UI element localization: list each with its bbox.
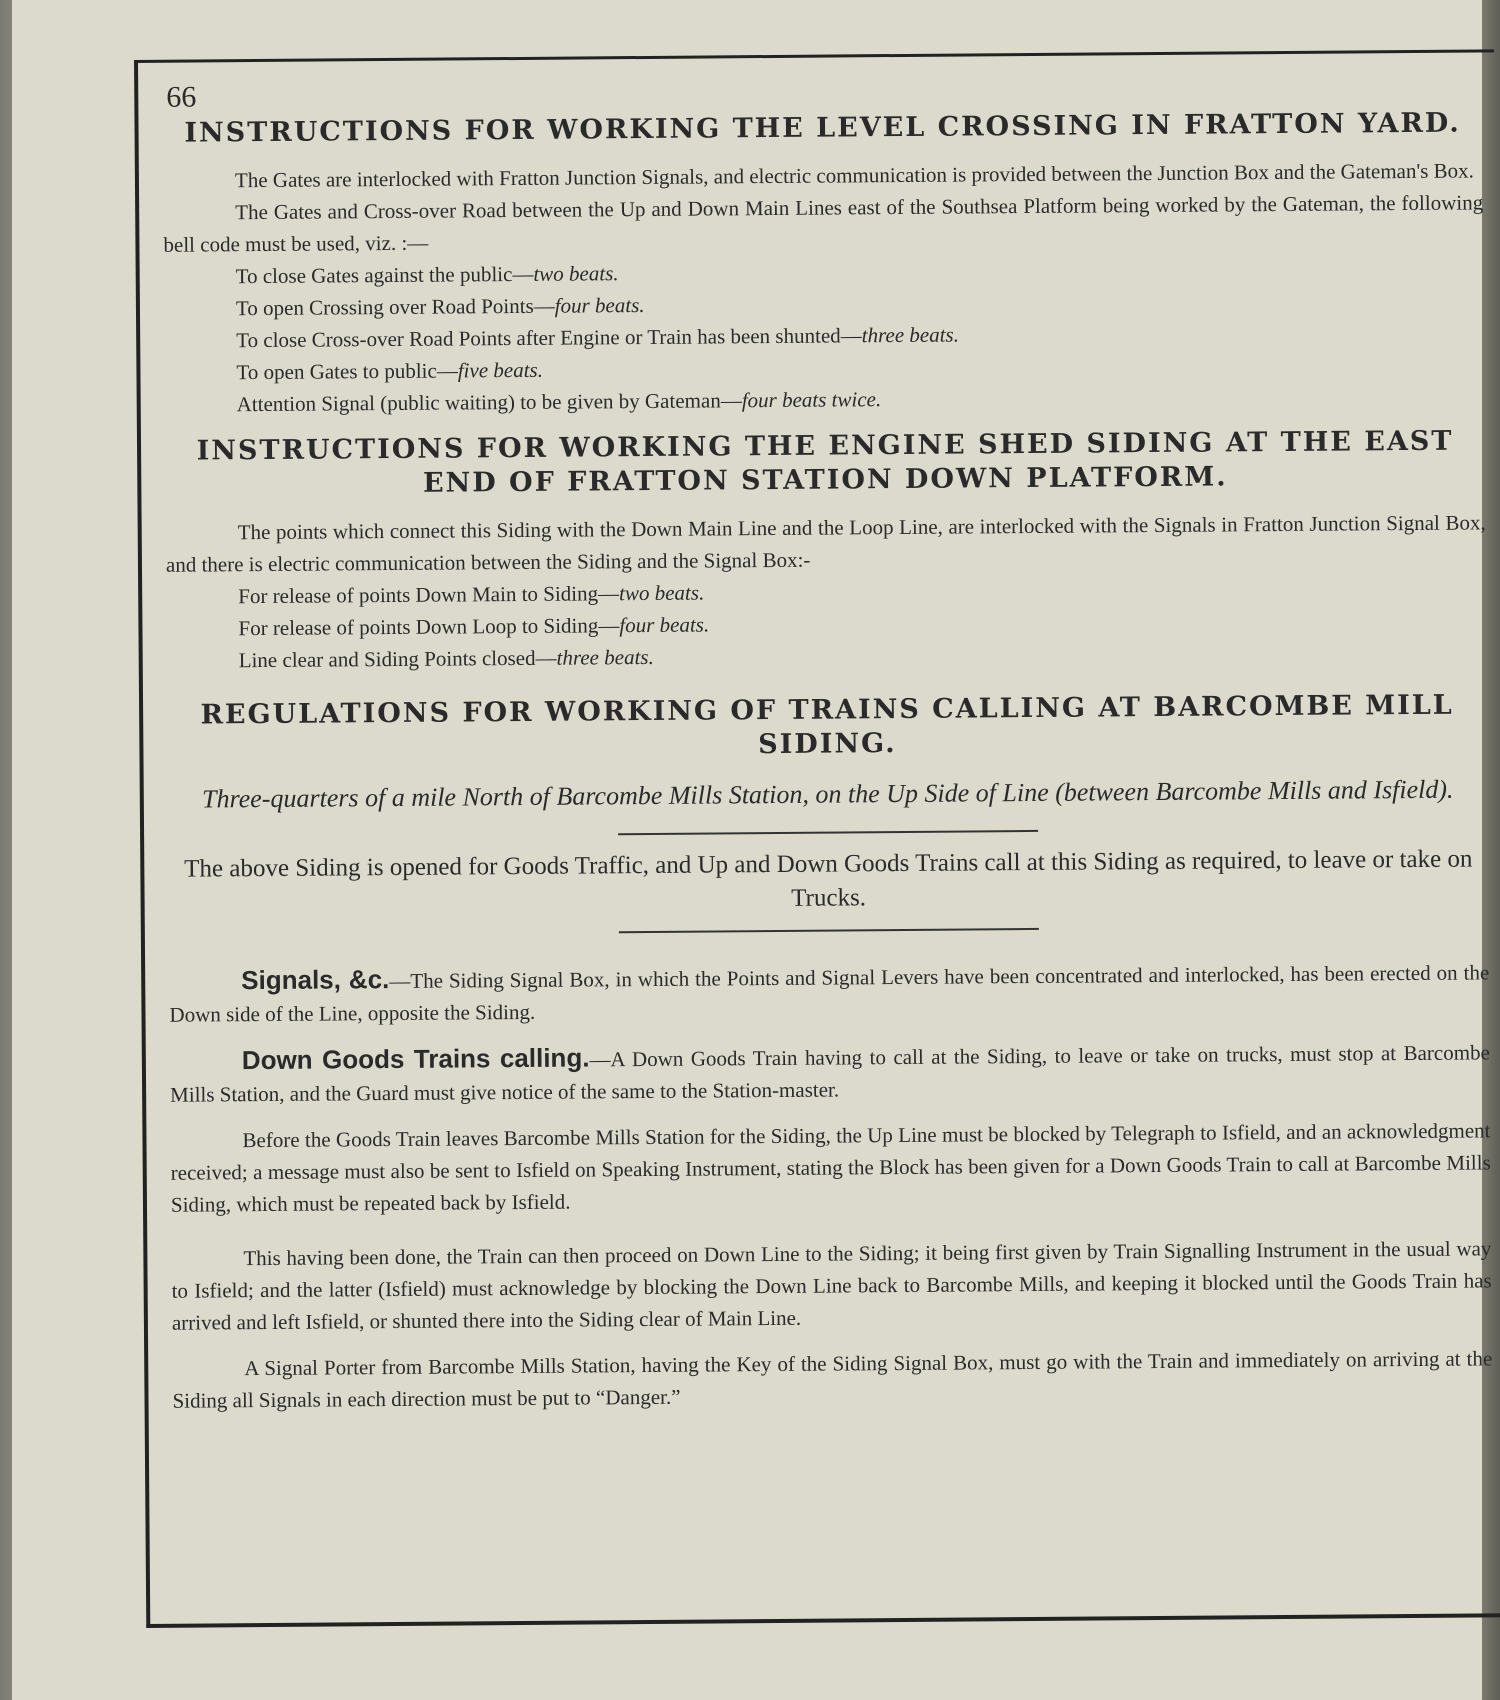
- bell-code-item: For release of points Down Loop to Siding—four beats.: [238, 612, 710, 641]
- section-subtitle: Three-quarters of a mile North of Barcombe Mills Station, on the Up Side of Line (between Barcombe Mills and Isfield).: [201, 774, 1454, 814]
- book-page: [12, 0, 1493, 1700]
- paragraph-signals: Signals, &c.—The Siding Signal Box, in which the Points and Signal Levers have been concentrated and interlocked, has been erected on the Down side of the Line, opposite the Siding.: [169, 960, 1490, 1027]
- bell-code-item: To close Cross-over Road Points after Engine or Train has been shunted—three beats.: [236, 322, 960, 353]
- page-number: 66: [166, 80, 197, 114]
- divider: [619, 928, 1039, 933]
- divider: [618, 830, 1038, 835]
- lead-heading: Signals, &c.: [241, 964, 390, 996]
- paragraph: The Gates and Cross-over Road between the Up and Down Main Lines east of the Southsea Platform being worked by the Gateman, the following bell code must be used, viz. :—: [163, 190, 1484, 257]
- bell-code-item: Line clear and Siding Points closed—three beats.: [238, 644, 654, 673]
- page-content: [162, 70, 1492, 1416]
- section-title-barcombe: REGULATIONS FOR WORKING OF TRAINS CALLING AT BARCOMBE MILL SIDING.: [200, 689, 1454, 761]
- paragraph: This having been done, the Train can then proceed on Down Line to the Siding; it being first given by Train Signalling Instrument in the usual way to Isfield; and the latter (Isfield) must acknowledge by blocking the Down Line back to Barcombe Mills, and keeping it blocked until the Goods Train has arrived and left Isfield, or shunted there into the Siding clear of Main Line.: [171, 1236, 1492, 1335]
- paragraph: Before the Goods Train leaves Barcombe Mills Station for the Siding, the Up Line must be blocked by Telegraph to Isfield, and an acknowledgment received; a message must also be sent to Isfield on Speaking Instrument, stating the Block has been given for a Down Goods Train to call at Barcombe Mills Siding, which must be repeated back by Isfield.: [170, 1118, 1491, 1217]
- bell-code-item: To open Gates to public—five beats.: [236, 357, 544, 385]
- page-border: [134, 49, 1500, 1628]
- paragraph-down-goods: Down Goods Trains calling.—A Down Goods Train having to call at the Siding, to leave or take on trucks, must stop at Barcombe Mills Station, and the Guard must give notice of the same to the Station-master.: [170, 1040, 1490, 1107]
- section-title-fratton-yard: INSTRUCTIONS FOR WORKING THE LEVEL CROSSING IN FRATTON YARD.: [184, 107, 1461, 149]
- bell-code-item: To close Gates against the public—two beats.: [235, 261, 619, 289]
- siding-notice: The above Siding is opened for Goods Traffic, and Up and Down Goods Trains call at this Siding as required, to leave or take on Trucks.: [184, 845, 1473, 912]
- paragraph: The Gates are interlocked with Fratton Junction Signals, and electric communication is provided between the Junction Box and the Gateman's Box.: [234, 158, 1474, 193]
- paragraph: The points which connect this Siding with the Down Main Line and the Loop Line, are interlocked with the Signals in Fratton Junction Signal Box, and there is electric communication between the Siding and the Signal Box:-: [165, 510, 1486, 577]
- section-title-engine-shed: INSTRUCTIONS FOR WORKING THE ENGINE SHED SIDING AT THE EAST END OF FRATTON STATION DOWN PLATFORM.: [196, 425, 1454, 499]
- lead-heading: Down Goods Trains calling.: [241, 1042, 590, 1076]
- paragraph: A Signal Porter from Barcombe Mills Station, having the Key of the Siding Signal Box, must go with the Train and immediately on arriving at the Siding all Signals in each direction must be put to “Danger.”: [172, 1346, 1493, 1413]
- bell-code-item: To open Crossing over Road Points—four beats.: [235, 292, 645, 321]
- bell-code-item: Attention Signal (public waiting) to be given by Gateman—four beats twice.: [236, 387, 882, 417]
- bell-code-item: For release of points Down Main to Siding—two beats.: [238, 580, 705, 609]
